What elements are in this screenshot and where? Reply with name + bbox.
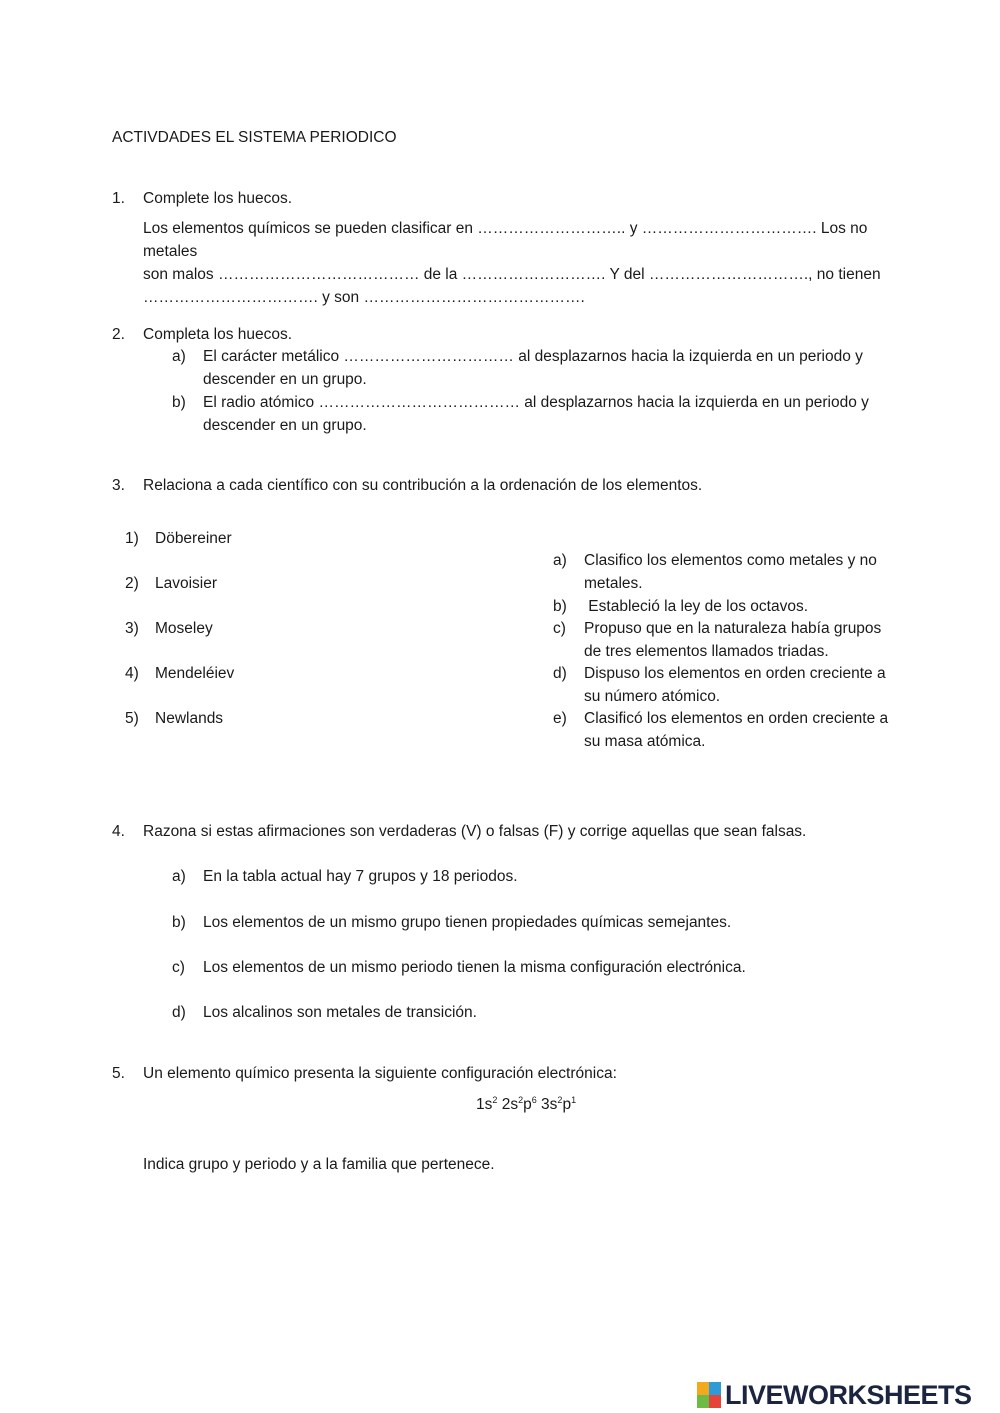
question-2-number: 2. (112, 326, 125, 343)
question-2-item-b-line-2: descender en un grupo. (203, 417, 367, 434)
contribution-e (584, 707, 919, 753)
contribution-d-line-2: su número atómico. (584, 688, 721, 705)
scientist-2-name: Lavoisier (155, 575, 218, 592)
question-2-item-a-letter: a) (172, 348, 186, 365)
contribution-e-letter: e) (553, 710, 567, 727)
scientist-3-name: Moseley (155, 620, 213, 637)
statement-b-letter: b) (172, 914, 186, 931)
question-5-heading: Un elemento químico presenta la siguiente configuración electrónica: (143, 1065, 617, 1082)
question-5-instruction: Indica grupo y periodo y a la familia que pertenece. (143, 1156, 495, 1173)
question-2-item-a-line-2: descender en un grupo. (203, 371, 367, 388)
statement-c-letter: c) (172, 959, 185, 976)
question-1-line-2: son malos ………………………………… de la ………………………. Y del …………………………., no tienen (143, 266, 881, 283)
question-5-number: 5. (112, 1065, 125, 1082)
question-1-number: 1. (112, 190, 125, 207)
question-1-paragraph (143, 217, 913, 309)
contribution-b: Estableció la ley de los octavos. (584, 598, 809, 615)
config-term-3p: p (562, 1096, 572, 1113)
logo-square-4 (709, 1395, 721, 1408)
contribution-d-line-1: Dispuso los elementos en orden creciente a (584, 665, 886, 682)
question-2-item-b-letter: b) (172, 394, 186, 411)
contribution-e-line-1: Clasificó los elementos en orden creciente a (584, 710, 889, 727)
contribution-e-line-2: su masa atómica. (584, 733, 706, 750)
contribution-c-line-2: de tres elementos llamados triadas. (584, 643, 829, 660)
document-title: ACTIVDADES EL SISTEMA PERIODICO (112, 129, 397, 146)
config-sup-5: 1 (571, 1094, 577, 1105)
scientist-4-name: Mendeléiev (155, 665, 235, 682)
contribution-d-letter: d) (553, 665, 567, 682)
logo-square-1 (697, 1382, 709, 1395)
statement-d: Los alcalinos son metales de transición. (203, 1004, 477, 1021)
scientist-4-number: 4) (125, 665, 139, 682)
statement-c: Los elementos de un mismo periodo tienen la misma configuración electrónica. (203, 959, 746, 976)
contribution-a-line-1: Clasifico los elementos como metales y no (584, 552, 877, 569)
statement-a: En la tabla actual hay 7 grupos y 18 periodos. (203, 868, 518, 885)
scientist-1-number: 1) (125, 530, 139, 547)
contribution-a-line-2: metales. (584, 575, 643, 592)
config-term-2p: p (523, 1096, 532, 1113)
statement-d-letter: d) (172, 1004, 186, 1021)
scientist-3-number: 3) (125, 620, 139, 637)
statement-b: Los elementos de un mismo grupo tienen propiedades químicas semejantes. (203, 914, 732, 931)
statement-a-letter: a) (172, 868, 186, 885)
contribution-a-letter: a) (553, 552, 567, 569)
config-sup-3: 6 (531, 1094, 537, 1105)
config-sup-2: 2 (518, 1094, 524, 1105)
contribution-c-letter: c) (553, 620, 566, 637)
config-term-3s: 3s (536, 1096, 558, 1113)
question-3-heading: Relaciona a cada científico con su contribución a la ordenación de los elementos. (143, 477, 703, 494)
question-2-item-a (203, 345, 903, 391)
config-term-1s: 1s (476, 1096, 493, 1113)
contribution-a (584, 549, 919, 595)
question-4-heading: Razona si estas afirmaciones son verdaderas (V) o falsas (F) y corrige aquellas que sean falsas. (143, 823, 807, 840)
question-2-item-b-line-1: El radio atómico ………………………………… al desplazarnos hacia la izquierda en un periodo y (203, 394, 869, 411)
scientist-1-name: Döbereiner (155, 530, 232, 547)
logo-square-2 (709, 1382, 721, 1395)
question-1-line-3: ……………………………. y son ……………………………………. (143, 289, 585, 306)
liveworksheets-logo (697, 1378, 972, 1412)
contribution-c-line-1: Propuso que en la naturaleza había grupos (584, 620, 882, 637)
question-4-number: 4. (112, 823, 125, 840)
scientist-5-number: 5) (125, 710, 139, 727)
config-sup-4: 2 (557, 1094, 563, 1105)
contribution-b-letter: b) (553, 598, 567, 615)
logo-square-3 (697, 1395, 709, 1408)
question-2-item-a-line-1: El carácter metálico …………………………… al desplazarnos hacia la izquierda en un periodo y (203, 348, 863, 365)
config-sup-1: 2 (492, 1094, 498, 1105)
question-2-heading: Completa los huecos. (143, 326, 293, 343)
question-1-heading: Complete los huecos. (143, 190, 293, 207)
liveworksheets-logo-icon (697, 1382, 721, 1408)
question-1-line-1: Los elementos químicos se pueden clasificar en ……………………….. y ……………………………. Los no metales (143, 220, 868, 260)
config-term-2s: 2s (497, 1096, 519, 1113)
scientist-5-name: Newlands (155, 710, 224, 727)
contribution-c (584, 617, 919, 663)
liveworksheets-logo-text: LIVEWORKSHEETS (725, 1379, 972, 1410)
question-2-item-b (203, 391, 903, 437)
question-3-number: 3. (112, 477, 125, 494)
electron-configuration (476, 1093, 576, 1116)
scientist-2-number: 2) (125, 575, 139, 592)
contribution-d (584, 662, 919, 708)
